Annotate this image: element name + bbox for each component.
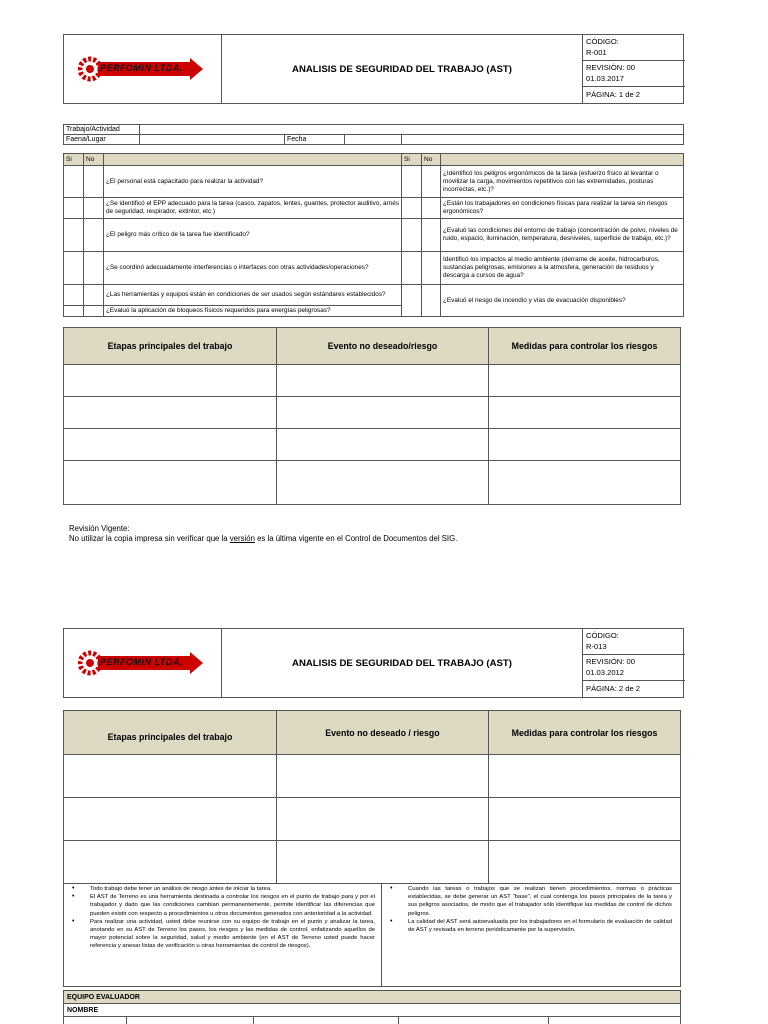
revision-text: No utilizar la copia impresa sin verificar que la xyxy=(69,534,230,543)
instruction-item: • Todo trabajo debe tener un análisis de riesgo antes de iniciar la tarea. xyxy=(64,885,375,893)
instructions-left xyxy=(64,884,382,986)
page1-header xyxy=(63,34,684,104)
equipo-cell[interactable] xyxy=(399,1017,549,1024)
equipo-cell[interactable] xyxy=(549,1017,681,1024)
revision-note xyxy=(69,524,679,544)
medidas-cell[interactable] xyxy=(489,365,681,397)
evento-cell[interactable] xyxy=(277,841,489,884)
evento-cell[interactable] xyxy=(277,365,489,397)
instructions-box xyxy=(63,883,681,987)
si-header: Si xyxy=(64,154,84,166)
no-header: No xyxy=(422,154,441,166)
si-checkbox[interactable] xyxy=(402,166,422,198)
etapa-cell[interactable] xyxy=(64,798,277,841)
faena-field[interactable] xyxy=(140,135,285,145)
revision-version-word: versión xyxy=(229,534,255,543)
evento-cell[interactable] xyxy=(277,429,489,461)
si-header: Si xyxy=(402,154,422,166)
si-checkbox[interactable] xyxy=(64,166,84,198)
evento-cell[interactable] xyxy=(277,798,489,841)
equipo-cell[interactable] xyxy=(254,1017,399,1024)
instruction-item: • Cuando las tareas o trabajos que se realizan tienen procedimientos, normas o prácticas establecidas, se debe generar un AST "base", el cual contenga los pasos principales de la tarea y sus peligros asociados, de modo que el trabajador sólo identifique las medidas de control de dichos peligros. xyxy=(382,885,672,918)
logo-text: PERFOMIN LTDA. xyxy=(100,63,183,73)
company-logo xyxy=(64,35,222,103)
codigo-label: CÓDIGO: xyxy=(586,631,619,640)
equipo-title: EQUIPO EVALUADOR xyxy=(64,991,681,1004)
no-header: No xyxy=(84,154,104,166)
no-checkbox[interactable] xyxy=(84,285,104,306)
document-meta xyxy=(582,629,685,697)
checklist-question: ¿El personal está capacitado para realizar la actividad? xyxy=(104,166,402,198)
etapa-cell[interactable] xyxy=(64,365,277,397)
faena-label: Faena/Lugar xyxy=(64,135,140,145)
logo-text: PERFOMIN LTDA. xyxy=(100,657,183,667)
medidas-cell[interactable] xyxy=(489,841,681,884)
blank-header xyxy=(104,154,402,166)
company-logo xyxy=(64,629,222,697)
no-checkbox[interactable] xyxy=(422,252,441,285)
equipo-cell[interactable] xyxy=(64,1017,127,1024)
no-checkbox[interactable] xyxy=(84,166,104,198)
equipo-cell[interactable] xyxy=(127,1017,254,1024)
si-checkbox[interactable] xyxy=(64,219,84,252)
equipo-evaluador-table xyxy=(63,990,681,1024)
codigo-label: CÓDIGO: xyxy=(586,37,619,46)
document-title: ANALISIS DE SEGURIDAD DEL TRABAJO (AST) xyxy=(292,657,512,669)
revision-label: REVISIÓN: 00 xyxy=(586,657,635,666)
no-checkbox[interactable] xyxy=(84,252,104,285)
page-number: PÁGINA: 2 de 2 xyxy=(586,684,641,693)
blank-header xyxy=(441,154,684,166)
si-checkbox[interactable] xyxy=(64,285,84,306)
etapa-cell[interactable] xyxy=(64,841,277,884)
evento-header: Evento no deseado/riesgo xyxy=(277,328,489,365)
etapa-cell[interactable] xyxy=(64,397,277,429)
etapa-cell[interactable] xyxy=(64,461,277,505)
checklist-question: ¿Las herramientas y equipos están en condiciones de ser usados según estándares establecidos? xyxy=(104,285,402,306)
instruction-item: • El AST de Terreno es una herramienta destinada a controlar los riesgos en el punto de trabajo para y por el trabajador y dado que las condiciones cambian permanentemente, permite identificar las diferencias que pueden existir con respecto a procedimientos u otros documentos generados con anterioridad a la actividad. xyxy=(64,893,375,918)
checklist-table xyxy=(63,153,684,317)
fecha-field[interactable] xyxy=(345,135,402,145)
evento-cell[interactable] xyxy=(277,755,489,798)
si-checkbox[interactable] xyxy=(402,219,422,252)
table-row xyxy=(64,755,681,798)
etapa-cell[interactable] xyxy=(64,755,277,798)
no-checkbox[interactable] xyxy=(84,198,104,219)
si-checkbox[interactable] xyxy=(64,306,84,317)
revision-date: 01.03.2012 xyxy=(583,668,685,682)
no-checkbox[interactable] xyxy=(84,219,104,252)
evento-cell[interactable] xyxy=(277,397,489,429)
si-checkbox[interactable] xyxy=(402,252,422,285)
medidas-cell[interactable] xyxy=(489,397,681,429)
table-row xyxy=(64,365,681,397)
no-checkbox[interactable] xyxy=(422,285,441,317)
revision-warning xyxy=(69,534,679,544)
table-row xyxy=(64,397,681,429)
table-row xyxy=(64,429,681,461)
medidas-cell[interactable] xyxy=(489,798,681,841)
codigo-value: R-013 xyxy=(583,642,685,656)
medidas-cell[interactable] xyxy=(489,429,681,461)
medidas-header: Medidas para controlar los riesgos xyxy=(489,711,681,755)
medidas-cell[interactable] xyxy=(489,461,681,505)
page-number: PÁGINA: 1 de 2 xyxy=(586,90,641,99)
medidas-cell[interactable] xyxy=(489,755,681,798)
etapas-header: Etapas principales del trabajo xyxy=(64,328,277,365)
trabajo-info-table xyxy=(63,124,684,145)
etapas-table-page2 xyxy=(63,710,681,884)
nombre-label: NOMBRE xyxy=(64,1004,681,1017)
revision-text-end: es la última vigente en el Control de Documentos del SIG. xyxy=(254,534,458,543)
medidas-header: Medidas para controlar los riesgos xyxy=(489,328,681,365)
si-checkbox[interactable] xyxy=(64,252,84,285)
si-checkbox[interactable] xyxy=(402,285,422,317)
evento-cell[interactable] xyxy=(277,461,489,505)
checklist-question: ¿Se coordinó adecuadamente interferencias o interfaces con otras actividades/operaciones? xyxy=(104,252,402,285)
etapas-header: Etapas principales del trabajo xyxy=(64,711,277,755)
instruction-item: • La calidad del AST será autoevaluada por los trabajadores en el formulario de evaluación de calidad de AST y revisada en terreno periódicamente por la supervisión. xyxy=(382,918,672,934)
si-checkbox[interactable] xyxy=(64,198,84,219)
no-checkbox[interactable] xyxy=(422,166,441,198)
checklist-question: ¿Evaluó la aplicación de bloqueos físicos requeridos para energías peligrosas? xyxy=(104,306,402,317)
checklist-question: Identificó los impactos al medio ambiente (derrame de aceite, hidrocarburos, sustancias peligrosas, emisiones a la atmosfera, generación de residuos y descarga a cursos de agua? xyxy=(441,252,684,285)
document-title: ANALISIS DE SEGURIDAD DEL TRABAJO (AST) xyxy=(292,63,512,75)
etapa-cell[interactable] xyxy=(64,429,277,461)
fecha-label: Fecha xyxy=(285,135,345,145)
si-checkbox[interactable] xyxy=(402,198,422,219)
checklist-question: ¿Evaluó las condiciones del entorno de trabajo (concentración de polvo, niveles de ruido, espacio, iluminación, temperatura, desniveles, superficie de trabajo, etc.)? xyxy=(441,219,684,252)
page2-header xyxy=(63,628,684,698)
no-checkbox[interactable] xyxy=(422,198,441,219)
checklist-question: ¿Están los trabajadores en condiciones físicas para realizar la tarea sin riesgos ergonómicos? xyxy=(441,198,684,219)
revision-date: 01.03.2017 xyxy=(583,74,685,88)
table-row xyxy=(64,461,681,505)
checklist-question: ¿Evaluó el riesgo de incendio y vías de evacuación disponibles? xyxy=(441,285,684,317)
no-checkbox[interactable] xyxy=(422,219,441,252)
revision-title: Revisión Vigente: xyxy=(69,524,130,533)
table-row xyxy=(64,841,681,884)
instruction-item: • Para realizar una actividad, usted debe reunirse con su equipo de trabajo en el punto y analizar la tarea, anotando en su AST de Terreno los pasos, los riesgos y las medidas de control, enfatizando aquellos de mayor potencial sobre la seguridad, salud y medio ambiente (en el AST de Terreno usted puede hacer referencia y anexar listas de verificación u otras herramientas de control de riesgos). xyxy=(64,918,375,951)
revision-label: REVISIÓN: 00 xyxy=(586,63,635,72)
instructions-right xyxy=(382,884,680,986)
checklist-question: ¿Se identificó el EPP adecuado para la tarea (casco, zapatos, lentes, guantes, protector auditivo, arnés de seguridad, respirador, extintor, etc.) xyxy=(104,198,402,219)
checklist-question: ¿El peligro más crítico de la tarea fue identificado? xyxy=(104,219,402,252)
fecha-field-extra[interactable] xyxy=(402,135,684,145)
codigo-value: R-001 xyxy=(583,48,685,62)
etapas-table-page1 xyxy=(63,327,681,505)
evento-header: Evento no deseado / riesgo xyxy=(277,711,489,755)
checklist-question: ¿Identificó los peligros ergonómicos de la tarea (esfuerzo físico al levantar o movilizar la carga, movimientos repetitivos con las extremidades, posturas incorrectas, etc.)? xyxy=(441,166,684,198)
table-row xyxy=(64,798,681,841)
no-checkbox[interactable] xyxy=(84,306,104,317)
document-meta xyxy=(582,35,685,103)
trabajo-label: Trabajo/Actividad xyxy=(64,125,140,135)
trabajo-field[interactable] xyxy=(140,125,684,135)
